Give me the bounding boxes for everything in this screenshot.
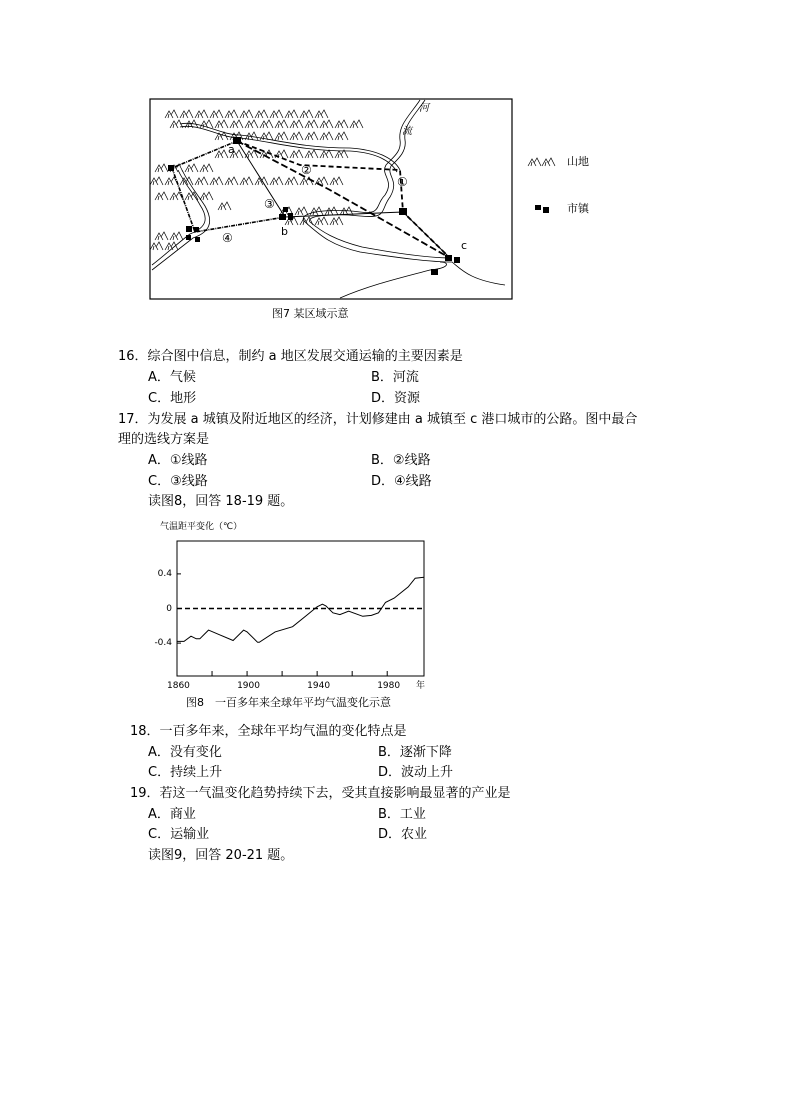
q17-option-d: D．④线路 bbox=[371, 474, 432, 489]
q17-option-a: A．①线路 bbox=[148, 453, 208, 468]
x-tick-label: 1940 bbox=[307, 681, 331, 691]
mountain-icon bbox=[305, 132, 318, 140]
legend-town-icon bbox=[535, 205, 549, 213]
mountain-icon bbox=[330, 217, 343, 225]
mountain-icon bbox=[155, 164, 168, 172]
mountain-icon bbox=[295, 207, 308, 215]
mountain-icon bbox=[320, 120, 333, 128]
mountain-icon bbox=[305, 150, 318, 158]
y-tick-label: -0.4 bbox=[154, 638, 172, 649]
mountain-icons bbox=[150, 110, 363, 250]
q17-option-c: C．③线路 bbox=[148, 474, 208, 489]
temperature-anomaly-line bbox=[177, 577, 424, 642]
mountain-icon bbox=[215, 120, 228, 128]
mountain-icon bbox=[350, 120, 363, 128]
chart-ylabel: 气温距平变化（℃） bbox=[160, 522, 243, 532]
figure7-caption: 图7 某区域示意 bbox=[272, 307, 349, 320]
q19-stem: 19．若这一气温变化趋势持续下去，受其直接影响最显著的产业是 bbox=[130, 786, 511, 801]
y-tick-label: 0 bbox=[166, 603, 172, 614]
mountain-icon bbox=[195, 177, 208, 185]
x-tick-label: 1860 bbox=[167, 681, 190, 691]
mountain-icon bbox=[285, 110, 298, 118]
q16-option-c: C．地形 bbox=[148, 391, 197, 406]
q16-option-a: A．气候 bbox=[148, 370, 196, 385]
town-a-label: a bbox=[228, 143, 235, 156]
mountain-icon bbox=[210, 110, 223, 118]
town-b-label: b bbox=[281, 225, 288, 238]
q16-option-b: B．河流 bbox=[371, 370, 419, 385]
figure7-map bbox=[0, 0, 790, 340]
q17-option-b: B．②线路 bbox=[371, 453, 431, 468]
q16-option-d: D．资源 bbox=[371, 391, 421, 406]
mountain-icon bbox=[230, 120, 243, 128]
q19-option-b: B．工业 bbox=[378, 807, 426, 822]
figure8-caption: 图8 一百多年来全球年平均气温变化示意 bbox=[186, 696, 391, 709]
mountain-icon bbox=[330, 177, 343, 185]
q19-option-a: A．商业 bbox=[148, 807, 196, 822]
mountain-icon bbox=[155, 192, 168, 200]
mountain-icon bbox=[285, 177, 298, 185]
mountain-icon bbox=[290, 120, 303, 128]
mountain-icon bbox=[320, 150, 333, 158]
mountain-icon bbox=[335, 120, 348, 128]
mountain-icon bbox=[180, 110, 193, 118]
chart-xlabel: 年 bbox=[416, 681, 426, 691]
river-label: 河 bbox=[419, 103, 429, 114]
mountain-icon bbox=[275, 132, 288, 140]
mountain-icon bbox=[170, 232, 183, 240]
q17-stem-2: 理的选线方案是 bbox=[118, 432, 210, 447]
town-icons bbox=[168, 137, 460, 275]
mountain-icon bbox=[225, 110, 238, 118]
q18-option-d: D．波动上升 bbox=[378, 765, 454, 780]
mountain-icon bbox=[200, 164, 213, 172]
mountain-icon bbox=[542, 158, 555, 166]
y-tick-label: 0.4 bbox=[157, 568, 172, 579]
mountain-icon bbox=[260, 120, 273, 128]
x-tick-label: 1900 bbox=[237, 681, 260, 691]
rivers bbox=[152, 100, 505, 298]
river-label-2: 流 bbox=[402, 126, 412, 137]
route-1-label: ① bbox=[397, 175, 408, 189]
mountain-icon bbox=[290, 132, 303, 140]
read-figure8: 读图8，回答 18-19 题。 bbox=[148, 494, 294, 509]
mountain-icon bbox=[165, 177, 178, 185]
mountain-icon bbox=[155, 232, 168, 240]
mountain-icon bbox=[315, 217, 328, 225]
q16-stem: 16．综合图中信息，制约 a 地区发展交通运输的主要因素是 bbox=[118, 349, 463, 364]
mountain-icon bbox=[225, 177, 238, 185]
q18-option-a: A．没有变化 bbox=[148, 745, 222, 760]
mountain-icon bbox=[305, 120, 318, 128]
mountain-icon bbox=[215, 150, 228, 158]
mountain-icon bbox=[165, 110, 178, 118]
mountain-icon bbox=[240, 177, 253, 185]
mountain-icon bbox=[290, 150, 303, 158]
read-figure9: 读图9，回答 20-21 题。 bbox=[148, 848, 294, 863]
mountain-icon bbox=[210, 177, 223, 185]
x-tick-label: 1980 bbox=[377, 681, 401, 691]
q18-option-c: C．持续上升 bbox=[148, 765, 223, 780]
legend-mountain-icon bbox=[528, 158, 555, 166]
mountain-icon bbox=[185, 164, 198, 172]
chart-frame bbox=[177, 541, 424, 676]
town-c-label: c bbox=[461, 239, 468, 252]
legend-town-label: 市镇 bbox=[567, 202, 589, 215]
mountain-icon bbox=[335, 132, 348, 140]
route-3-label: ③ bbox=[264, 197, 275, 211]
mountain-icon bbox=[315, 110, 328, 118]
mountain-icon bbox=[245, 120, 258, 128]
mountain-icon bbox=[255, 110, 268, 118]
route-2-label: ② bbox=[301, 163, 312, 177]
mountain-icon bbox=[255, 177, 268, 185]
routes bbox=[172, 141, 450, 258]
mountain-icon bbox=[195, 110, 208, 118]
mountain-icon bbox=[200, 192, 213, 200]
mountain-icon bbox=[240, 110, 253, 118]
mountain-icon bbox=[270, 110, 283, 118]
mountain-icon bbox=[528, 158, 541, 166]
q18-stem: 18．一百多年来，全球年平均气温的变化特点是 bbox=[130, 724, 407, 739]
route-4-label: ④ bbox=[222, 231, 233, 245]
q17-stem-1: 17．为发展 a 城镇及附近地区的经济，计划修建由 a 城镇至 c 港口城市的公路。图中最合 bbox=[118, 412, 638, 427]
q18-option-b: B．逐渐下降 bbox=[378, 745, 452, 760]
mountain-icon bbox=[320, 132, 333, 140]
mountain-icon bbox=[150, 177, 163, 185]
mountain-icon bbox=[218, 202, 231, 210]
legend-mountain-label: 山地 bbox=[567, 155, 589, 168]
q19-option-d: D．农业 bbox=[378, 827, 428, 842]
mountain-icon bbox=[150, 242, 163, 250]
mountain-icon bbox=[170, 192, 183, 200]
mountain-icon bbox=[300, 110, 313, 118]
mountain-icon bbox=[275, 120, 288, 128]
mountain-icon bbox=[270, 177, 283, 185]
q19-option-c: C．运输业 bbox=[148, 827, 210, 842]
